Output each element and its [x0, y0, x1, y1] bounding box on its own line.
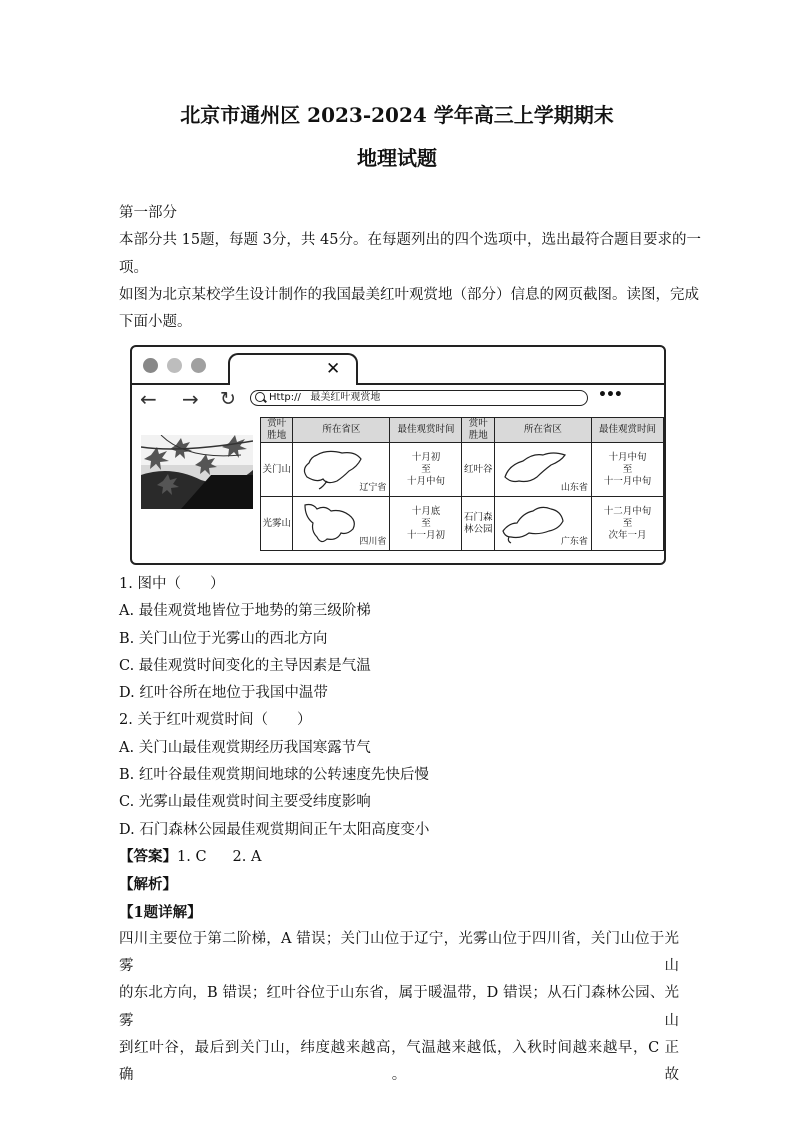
- table-header: 所在省区: [293, 418, 390, 443]
- browser-tab: [228, 353, 358, 385]
- page-subtitle: 地理试题: [357, 146, 437, 170]
- analysis-line: 四川主要位于第二阶梯，A 错误；关门山位于辽宁，光雾山位于四川省，关门山位于光雾山: [119, 930, 679, 975]
- province-label: 四川省: [359, 537, 387, 547]
- analysis-line: 到红叶谷，最后到关门山，纬度越来越高，气温越来越低，入秋时间越来越早，C 正确。故: [119, 1040, 679, 1084]
- province-map-cell: [293, 443, 390, 497]
- answer-line: [119, 843, 679, 871]
- table-row: [261, 443, 664, 497]
- province-label: 辽宁省: [359, 483, 387, 493]
- site-name: 关门山: [261, 443, 293, 497]
- answer-1: 1. C: [177, 849, 207, 865]
- analysis-label: 【解析】: [119, 876, 177, 894]
- instructions-line: 本部分共 15题，每题 3分，共 45分。在每题列出的四个选项中，选出最符合题目要求的一: [119, 232, 701, 249]
- browser-figure: [130, 345, 666, 565]
- question-option: B. 红叶谷最佳观赏期间地球的公转速度先快后慢: [119, 767, 429, 784]
- browser-tab-bar: [132, 347, 664, 385]
- viewing-time: 十二月中旬 至 次年一月: [591, 497, 663, 551]
- forward-arrow-icon: →: [182, 387, 199, 411]
- question-option: C. 光雾山最佳观赏时间主要受纬度影响: [119, 794, 371, 811]
- table-header: 所在省区: [494, 418, 591, 443]
- red-leaf-photo: [141, 435, 253, 509]
- window-dot-icon: [191, 358, 206, 373]
- answer-block: [119, 843, 679, 1090]
- question-stem: 2. 关于红叶观赏时间（ ）: [119, 712, 312, 729]
- question-option: A. 关门山最佳观赏期经历我国寒露节气: [119, 739, 371, 756]
- province-map-cell: [293, 497, 390, 551]
- site-name: 光雾山: [261, 497, 293, 551]
- context-line: 下面小题。: [119, 314, 192, 331]
- table-header: 最佳观赏时间: [390, 418, 462, 443]
- url-scheme: Http://: [269, 392, 301, 403]
- viewing-time: 十月中旬 至 十一月中旬: [591, 443, 663, 497]
- questions-block: [119, 571, 679, 844]
- site-name: 红叶谷: [462, 443, 494, 497]
- question-option: D. 石门森林公园最佳观赏期间正午太阳高度变小: [119, 821, 430, 838]
- province-label: 广东省: [560, 537, 588, 547]
- question-option: D. 红叶谷所在地位于我国中温带: [119, 685, 328, 702]
- close-icon: ✕: [326, 359, 341, 379]
- answer-label: 【答案】: [119, 848, 177, 865]
- window-dot-icon: [143, 358, 158, 373]
- intro-block: [119, 200, 701, 336]
- table-header-row: [261, 418, 664, 443]
- sichuan-map-icon: [297, 501, 367, 545]
- instructions-line: 项。: [119, 259, 148, 276]
- province-label: 山东省: [560, 483, 588, 493]
- liaoning-map-icon: [297, 447, 367, 491]
- site-name: 石门森 林公园: [462, 497, 494, 551]
- more-menu-icon: •••: [598, 387, 622, 403]
- table-row: [261, 497, 664, 551]
- page-title: 北京市通州区 2023-2024 学年高三上学期期末: [180, 103, 614, 127]
- window-dot-icon: [167, 358, 182, 373]
- viewing-time: 十月初 至 十月中旬: [390, 443, 462, 497]
- viewing-sites-table: [260, 417, 664, 551]
- table-header: 赏叶 胜地: [462, 418, 494, 443]
- question-option: A. 最佳观赏地皆位于地势的第三级阶梯: [119, 603, 371, 620]
- search-icon: [255, 392, 265, 402]
- reload-icon: ↻: [220, 388, 236, 410]
- question-stem: 1. 图中（ ）: [119, 576, 225, 592]
- province-map-cell: [494, 497, 591, 551]
- question-option: C. 最佳观赏时间变化的主导因素是气温: [119, 657, 371, 674]
- answer-2: 2. A: [232, 849, 262, 865]
- viewing-time: 十月底 至 十一月初: [390, 497, 462, 551]
- context-line: 如图为北京某校学生设计制作的我国最美红叶观赏地（部分）信息的网页截图。读图，完成: [119, 286, 699, 303]
- table-header: 最佳观赏时间: [591, 418, 663, 443]
- question-option: B. 关门山位于光雾山的西北方向: [119, 630, 328, 647]
- guangdong-map-icon: [499, 501, 569, 545]
- back-arrow-icon: ←: [140, 387, 157, 411]
- url-text: 最美红叶观赏地: [310, 392, 381, 403]
- shandong-map-icon: [499, 447, 569, 491]
- address-bar: [250, 390, 588, 406]
- detail-label: 【1题详解】: [119, 903, 202, 921]
- section-heading: 第一部分: [119, 205, 177, 221]
- table-header: 赏叶 胜地: [261, 418, 293, 443]
- analysis-line: 的东北方向，B 错误；红叶谷位于山东省，属于暖温带，D 错误；从石门森林公园、光雾山: [119, 985, 679, 1029]
- province-map-cell: [494, 443, 591, 497]
